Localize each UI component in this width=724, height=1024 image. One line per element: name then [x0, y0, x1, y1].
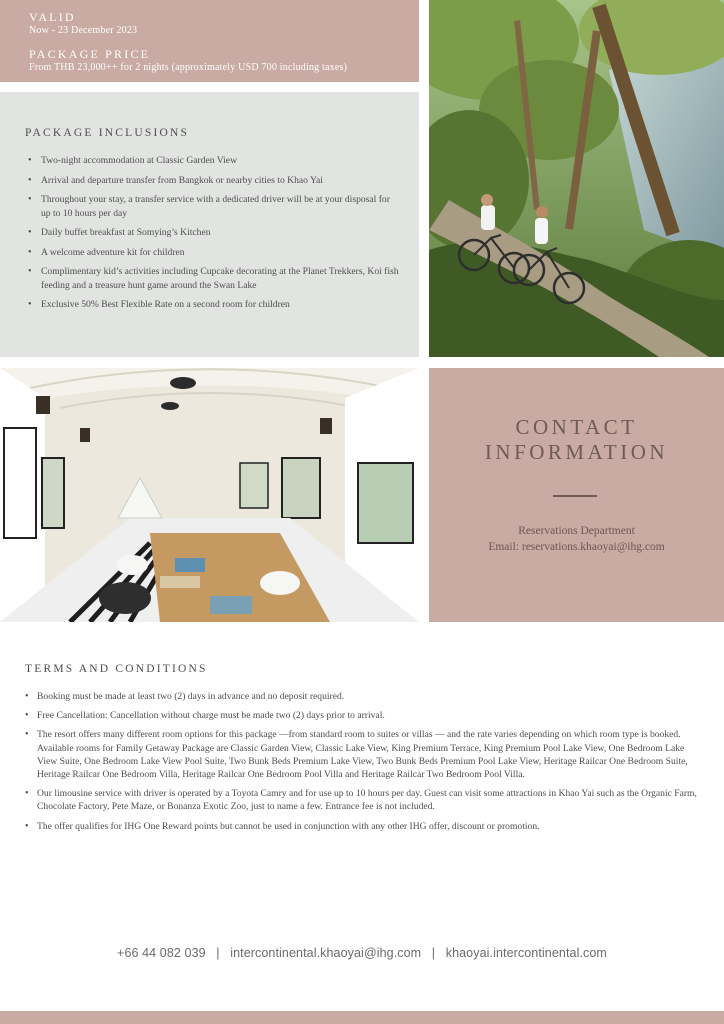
list-item: • Booking must be made at least two (2) days in advance and no deposit required.: [25, 691, 345, 702]
bottom-accent-bar: [0, 1011, 724, 1024]
list-item: • Two-night accommodation at Classic Garden View: [28, 155, 237, 166]
terms-heading: TERMS AND CONDITIONS: [25, 663, 208, 675]
price-label: PACKAGE PRICE: [29, 47, 151, 61]
list-item: • Arrival and departure transfer from Bangkok or nearby cities to Khao Yai: [28, 174, 323, 186]
separator: |: [216, 946, 220, 960]
package-inclusions-panel: [0, 92, 419, 357]
website-link[interactable]: khaoyai.intercontinental.com: [445, 946, 607, 960]
list-item: • The offer qualifies for IHG One Reward points but cannot be used in conjunction with any other IHG offer, discount or promotion.: [25, 820, 540, 832]
reservations-email-link[interactable]: Email: reservations.khaoyai@ihg.com: [488, 541, 665, 553]
divider: [553, 495, 597, 497]
railcar-interior-photo: [0, 368, 419, 622]
list-item: • Daily buffet breakfast at Somying’s Kitchen: [28, 227, 211, 238]
footer-contact-line: [0, 946, 724, 960]
offer-summary-panel: [0, 0, 419, 82]
list-item: • Exclusive 50% Best Flexible Rate on a second room for children: [28, 299, 290, 310]
reservations-department: Reservations Department: [518, 525, 635, 537]
terms-list: [25, 690, 705, 833]
list-item: • The resort offers many different room options for this package —from standard room to suites or villas — and the rate varies depending on which room type is booked. Available rooms for Family Getaway Package are Classic Garden View, Classic Lake View, King Premium Terrace, King Premium Pool Lake View, One Bedroom Lake View Suite, One Bedroom Lake View Pool Suite, Two Bunk Beds Premium Lake View, Two Bunk Beds Premium Pool Lake View, Heritage Railcar One Bedroom Suite, Heritage Railcar One Bedroom Villa, Heritage Railcar One Bedroom Pool Villa and Heritage Railcar Two Bedroom Pool Villa.: [25, 729, 688, 781]
phone-number[interactable]: +66 44 082 039: [117, 946, 206, 960]
inclusions-heading: PACKAGE INCLUSIONS: [25, 127, 190, 139]
contact-title: CONTACT INFORMATION: [484, 415, 669, 464]
separator: |: [431, 946, 436, 960]
terms-and-conditions: [25, 662, 705, 839]
footer-email-link[interactable]: intercontinental.khaoyai@ihg.com: [230, 946, 422, 960]
list-item: • Throughout your stay, a transfer service with a dedicated driver will be at your disposal for up to 10 hours per day: [28, 194, 390, 219]
list-item: • Free Cancellation: Cancellation without charge must be made two (2) days prior to arrival.: [25, 710, 385, 722]
list-item: • Our limousine service with driver is operated by a Toyota Camry and for use up to 10 hours per day. Guest can visit some attractions in Khao Yai such as the Organic Farm, Chocolate Factory, Pete Maze, or Bonanza Exotic Zoo, just to name a few. Entrance fee is not included.: [25, 788, 697, 813]
list-item: • Complimentary kid’s activities including Cupcake decorating at the Planet Trekkers, Koi fish feeding and a treasure hunt game around the Swan Lake: [28, 266, 399, 291]
inclusions-list: [25, 154, 399, 312]
valid-label: VALID: [29, 10, 76, 24]
price-value: From THB 23,000++ for 2 nights (approximately USD 700 including taxes): [29, 62, 348, 73]
contact-information-panel: [429, 368, 724, 622]
cyclists-forest-photo: [429, 0, 724, 357]
list-item: • A welcome adventure kit for children: [28, 246, 185, 258]
valid-value: Now - 23 December 2023: [29, 25, 138, 36]
